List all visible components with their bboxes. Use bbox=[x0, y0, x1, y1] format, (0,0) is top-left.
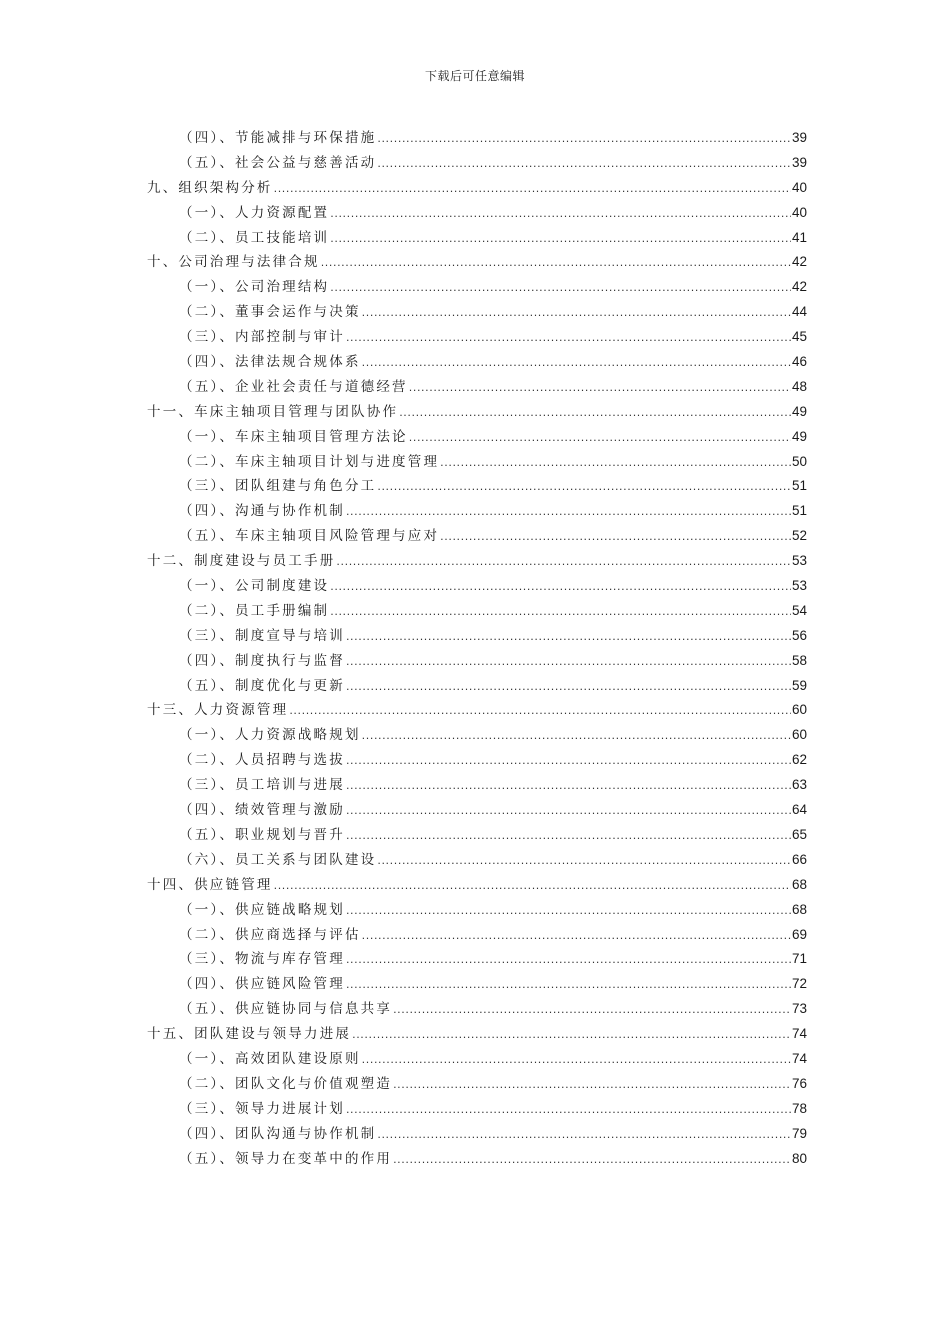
toc-dot-leader bbox=[377, 127, 791, 151]
toc-entry-title: （二）、供应商选择与评估 bbox=[179, 926, 361, 943]
toc-dot-leader bbox=[346, 774, 791, 798]
toc-dot-leader bbox=[377, 475, 791, 499]
toc-entry-title: （二）、人员招聘与选拔 bbox=[179, 752, 345, 769]
toc-entry-title: 十四、供应链管理 bbox=[147, 876, 273, 893]
toc-entry-title: （四）、供应链风险管理 bbox=[179, 976, 345, 993]
toc-dot-leader bbox=[346, 625, 791, 649]
toc-entry-title: （四）、团队沟通与协作机制 bbox=[179, 1125, 377, 1142]
toc-dot-leader bbox=[330, 227, 791, 251]
toc-dot-leader bbox=[346, 326, 791, 350]
toc-page-number: 72 bbox=[791, 976, 807, 992]
toc-page-number: 44 bbox=[791, 304, 807, 320]
toc-page-number: 39 bbox=[791, 130, 807, 145]
toc-dot-leader bbox=[362, 301, 791, 325]
table-of-contents bbox=[147, 126, 807, 1171]
toc-dot-leader bbox=[274, 177, 791, 201]
toc-dot-leader bbox=[330, 575, 791, 599]
toc-page-number: 40 bbox=[791, 204, 807, 220]
toc-section-entry[interactable] bbox=[147, 748, 807, 773]
toc-section-entry[interactable] bbox=[147, 923, 807, 948]
toc-dot-leader bbox=[346, 948, 791, 972]
toc-entry-title: （三）、制度宣导与培训 bbox=[179, 627, 345, 644]
toc-dot-leader bbox=[362, 924, 791, 948]
toc-page-number: 58 bbox=[791, 652, 807, 668]
toc-section-entry[interactable] bbox=[147, 524, 807, 549]
toc-dot-leader bbox=[330, 600, 791, 624]
toc-dot-leader bbox=[362, 1048, 791, 1072]
toc-entry-title: （二）、员工技能培训 bbox=[179, 229, 330, 246]
toc-entry-title: （六）、员工关系与团队建设 bbox=[179, 851, 377, 868]
toc-entry-title: 十一、车床主轴项目管理与团队协作 bbox=[147, 403, 399, 420]
toc-section-entry[interactable] bbox=[147, 350, 807, 375]
toc-dot-leader bbox=[346, 1098, 791, 1122]
toc-dot-leader bbox=[346, 749, 791, 773]
toc-page-number: 45 bbox=[791, 329, 807, 345]
toc-section-entry[interactable] bbox=[147, 898, 807, 923]
toc-section-entry[interactable] bbox=[147, 649, 807, 674]
toc-dot-leader bbox=[321, 251, 791, 275]
toc-chapter-entry[interactable] bbox=[147, 873, 807, 898]
toc-page-number: 53 bbox=[791, 578, 807, 594]
toc-page-number: 62 bbox=[791, 752, 807, 768]
toc-dot-leader bbox=[440, 525, 791, 549]
toc-page-number: 50 bbox=[791, 453, 807, 469]
toc-dot-leader bbox=[399, 401, 791, 425]
toc-page-number: 46 bbox=[791, 354, 807, 370]
toc-chapter-entry[interactable] bbox=[147, 176, 807, 201]
toc-page-number: 54 bbox=[791, 602, 807, 618]
toc-dot-leader bbox=[377, 152, 791, 176]
toc-page-number: 80 bbox=[791, 1150, 807, 1166]
toc-entry-title: （五）、企业社会责任与道德经营 bbox=[179, 378, 408, 395]
toc-section-entry[interactable] bbox=[147, 848, 807, 873]
toc-entry-title: 十三、人力资源管理 bbox=[147, 702, 289, 719]
page-header: 下载后可任意编辑 bbox=[424, 69, 525, 83]
toc-dot-leader bbox=[274, 874, 791, 898]
toc-section-entry[interactable] bbox=[147, 226, 807, 251]
toc-entry-title: 十、公司治理与法律合规 bbox=[147, 254, 320, 271]
toc-section-entry[interactable] bbox=[147, 798, 807, 823]
toc-entry-title: （三）、内部控制与审计 bbox=[179, 329, 345, 346]
toc-page-number: 74 bbox=[791, 1050, 807, 1066]
toc-section-entry[interactable] bbox=[147, 275, 807, 300]
toc-section-entry[interactable] bbox=[147, 325, 807, 350]
toc-entry-title: （五）、车床主轴项目风险管理与应对 bbox=[179, 528, 440, 545]
toc-dot-leader bbox=[393, 998, 791, 1022]
toc-page-number: 76 bbox=[791, 1075, 807, 1091]
toc-dot-leader bbox=[393, 1148, 791, 1172]
toc-entry-title: （一）、高效团队建设原则 bbox=[179, 1050, 361, 1067]
toc-page-number: 73 bbox=[791, 1001, 807, 1017]
toc-page-number: 68 bbox=[791, 901, 807, 917]
toc-entry-title: （二）、车床主轴项目计划与进度管理 bbox=[179, 453, 440, 470]
toc-page-number: 51 bbox=[791, 503, 807, 519]
toc-section-entry[interactable] bbox=[147, 1047, 807, 1072]
toc-section-entry[interactable] bbox=[147, 201, 807, 226]
toc-section-entry[interactable] bbox=[147, 972, 807, 997]
toc-entry-title: （五）、社会公益与慈善活动 bbox=[179, 154, 377, 171]
toc-page-number: 60 bbox=[791, 702, 807, 718]
toc-dot-leader bbox=[362, 351, 791, 375]
toc-dot-leader bbox=[346, 650, 791, 674]
toc-page-number: 60 bbox=[791, 727, 807, 743]
toc-entry-title: （一）、车床主轴项目管理方法论 bbox=[179, 428, 408, 445]
toc-page-number: 42 bbox=[791, 254, 807, 270]
toc-entry-title: （四）、法律法规合规体系 bbox=[179, 354, 361, 371]
toc-dot-leader bbox=[393, 1073, 791, 1097]
toc-page-number: 56 bbox=[791, 627, 807, 643]
toc-page-number: 41 bbox=[791, 229, 807, 245]
toc-section-entry[interactable] bbox=[147, 450, 807, 475]
toc-section-entry[interactable] bbox=[147, 674, 807, 699]
toc-entry-title: （二）、员工手册编制 bbox=[179, 602, 330, 619]
toc-page-number: 52 bbox=[791, 528, 807, 544]
toc-dot-leader bbox=[330, 276, 791, 300]
toc-page-number: 64 bbox=[791, 802, 807, 818]
toc-section-entry[interactable] bbox=[147, 947, 807, 972]
toc-dot-leader bbox=[377, 1123, 791, 1147]
toc-page-number: 66 bbox=[791, 851, 807, 867]
toc-dot-leader bbox=[377, 849, 791, 873]
toc-entry-title: 十五、团队建设与领导力进展 bbox=[147, 1026, 352, 1043]
toc-section-entry[interactable] bbox=[147, 1072, 807, 1097]
toc-entry-title: （四）、制度执行与监督 bbox=[179, 652, 345, 669]
toc-entry-title: 十二、制度建设与员工手册 bbox=[147, 553, 336, 570]
toc-page-number: 53 bbox=[791, 553, 807, 569]
toc-section-entry[interactable] bbox=[147, 425, 807, 450]
toc-entry-title: （二）、团队文化与价值观塑造 bbox=[179, 1075, 393, 1092]
toc-page-number: 40 bbox=[791, 179, 807, 195]
toc-page-number: 78 bbox=[791, 1100, 807, 1116]
toc-page-number: 71 bbox=[791, 951, 807, 967]
toc-page-number: 49 bbox=[791, 428, 807, 444]
toc-section-entry[interactable] bbox=[147, 1122, 807, 1147]
toc-chapter-entry[interactable] bbox=[147, 250, 807, 275]
toc-entry-title: （五）、制度优化与更新 bbox=[179, 677, 345, 694]
toc-section-entry[interactable] bbox=[147, 624, 807, 649]
toc-page-number: 74 bbox=[791, 1026, 807, 1042]
toc-chapter-entry[interactable] bbox=[147, 1022, 807, 1047]
toc-entry-title: 九、组织架构分析 bbox=[147, 179, 273, 196]
toc-dot-leader bbox=[346, 973, 791, 997]
toc-entry-title: （三）、员工培训与进展 bbox=[179, 777, 345, 794]
toc-section-entry[interactable] bbox=[147, 300, 807, 325]
toc-page-number: 48 bbox=[791, 378, 807, 394]
toc-entry-title: （五）、供应链协同与信息共享 bbox=[179, 1001, 393, 1018]
toc-section-entry[interactable] bbox=[147, 499, 807, 524]
toc-entry-title: （一）、人力资源配置 bbox=[179, 204, 330, 221]
toc-entry-title: （三）、团队组建与角色分工 bbox=[179, 478, 377, 495]
toc-dot-leader bbox=[440, 451, 791, 475]
toc-section-entry[interactable] bbox=[147, 773, 807, 798]
toc-entry-title: （一）、供应链战略规划 bbox=[179, 901, 345, 918]
toc-entry-title: （一）、公司治理结构 bbox=[179, 279, 330, 296]
toc-section-entry[interactable] bbox=[147, 823, 807, 848]
toc-entry-title: （一）、公司制度建设 bbox=[179, 578, 330, 595]
toc-entry-title: （五）、领导力在变革中的作用 bbox=[179, 1150, 393, 1167]
toc-page-number: 42 bbox=[791, 279, 807, 295]
toc-page-number: 79 bbox=[791, 1125, 807, 1141]
toc-page-number: 69 bbox=[791, 926, 807, 942]
toc-page-number: 68 bbox=[791, 876, 807, 892]
toc-section-entry[interactable] bbox=[147, 997, 807, 1022]
toc-entry-title: （二）、董事会运作与决策 bbox=[179, 304, 361, 321]
toc-dot-leader bbox=[362, 724, 791, 748]
toc-dot-leader bbox=[346, 500, 791, 524]
toc-dot-leader bbox=[352, 1023, 791, 1047]
toc-section-entry[interactable] bbox=[147, 126, 807, 151]
toc-page-number: 65 bbox=[791, 826, 807, 842]
toc-dot-leader bbox=[346, 799, 791, 823]
toc-page-number: 63 bbox=[791, 777, 807, 793]
toc-entry-title: （四）、沟通与协作机制 bbox=[179, 503, 345, 520]
toc-entry-title: （三）、物流与库存管理 bbox=[179, 951, 345, 968]
toc-section-entry[interactable] bbox=[147, 474, 807, 499]
toc-dot-leader bbox=[289, 699, 791, 723]
toc-section-entry[interactable] bbox=[147, 375, 807, 400]
toc-entry-title: （五）、职业规划与晋升 bbox=[179, 826, 345, 843]
toc-page-number: 49 bbox=[791, 403, 807, 419]
toc-chapter-entry[interactable] bbox=[147, 549, 807, 574]
toc-chapter-entry[interactable] bbox=[147, 698, 807, 723]
toc-section-entry[interactable] bbox=[147, 599, 807, 624]
toc-page-number: 59 bbox=[791, 677, 807, 693]
toc-dot-leader bbox=[346, 899, 791, 923]
toc-section-entry[interactable] bbox=[147, 574, 807, 599]
toc-dot-leader bbox=[409, 426, 791, 450]
toc-page-number: 51 bbox=[791, 478, 807, 494]
toc-chapter-entry[interactable] bbox=[147, 400, 807, 425]
toc-entry-title: （三）、领导力进展计划 bbox=[179, 1100, 345, 1117]
toc-dot-leader bbox=[409, 376, 791, 400]
toc-section-entry[interactable] bbox=[147, 151, 807, 176]
toc-dot-leader bbox=[346, 675, 791, 699]
toc-dot-leader bbox=[330, 202, 791, 226]
toc-section-entry[interactable] bbox=[147, 1147, 807, 1172]
toc-section-entry[interactable] bbox=[147, 1097, 807, 1122]
toc-page-number: 39 bbox=[791, 154, 807, 170]
toc-section-entry[interactable] bbox=[147, 723, 807, 748]
toc-dot-leader bbox=[336, 550, 791, 574]
toc-entry-title: （四）、绩效管理与激励 bbox=[179, 802, 345, 819]
toc-entry-title: （一）、人力资源战略规划 bbox=[179, 727, 361, 744]
toc-entry-title: （四）、节能减排与环保措施 bbox=[179, 130, 377, 146]
toc-dot-leader bbox=[346, 824, 791, 848]
